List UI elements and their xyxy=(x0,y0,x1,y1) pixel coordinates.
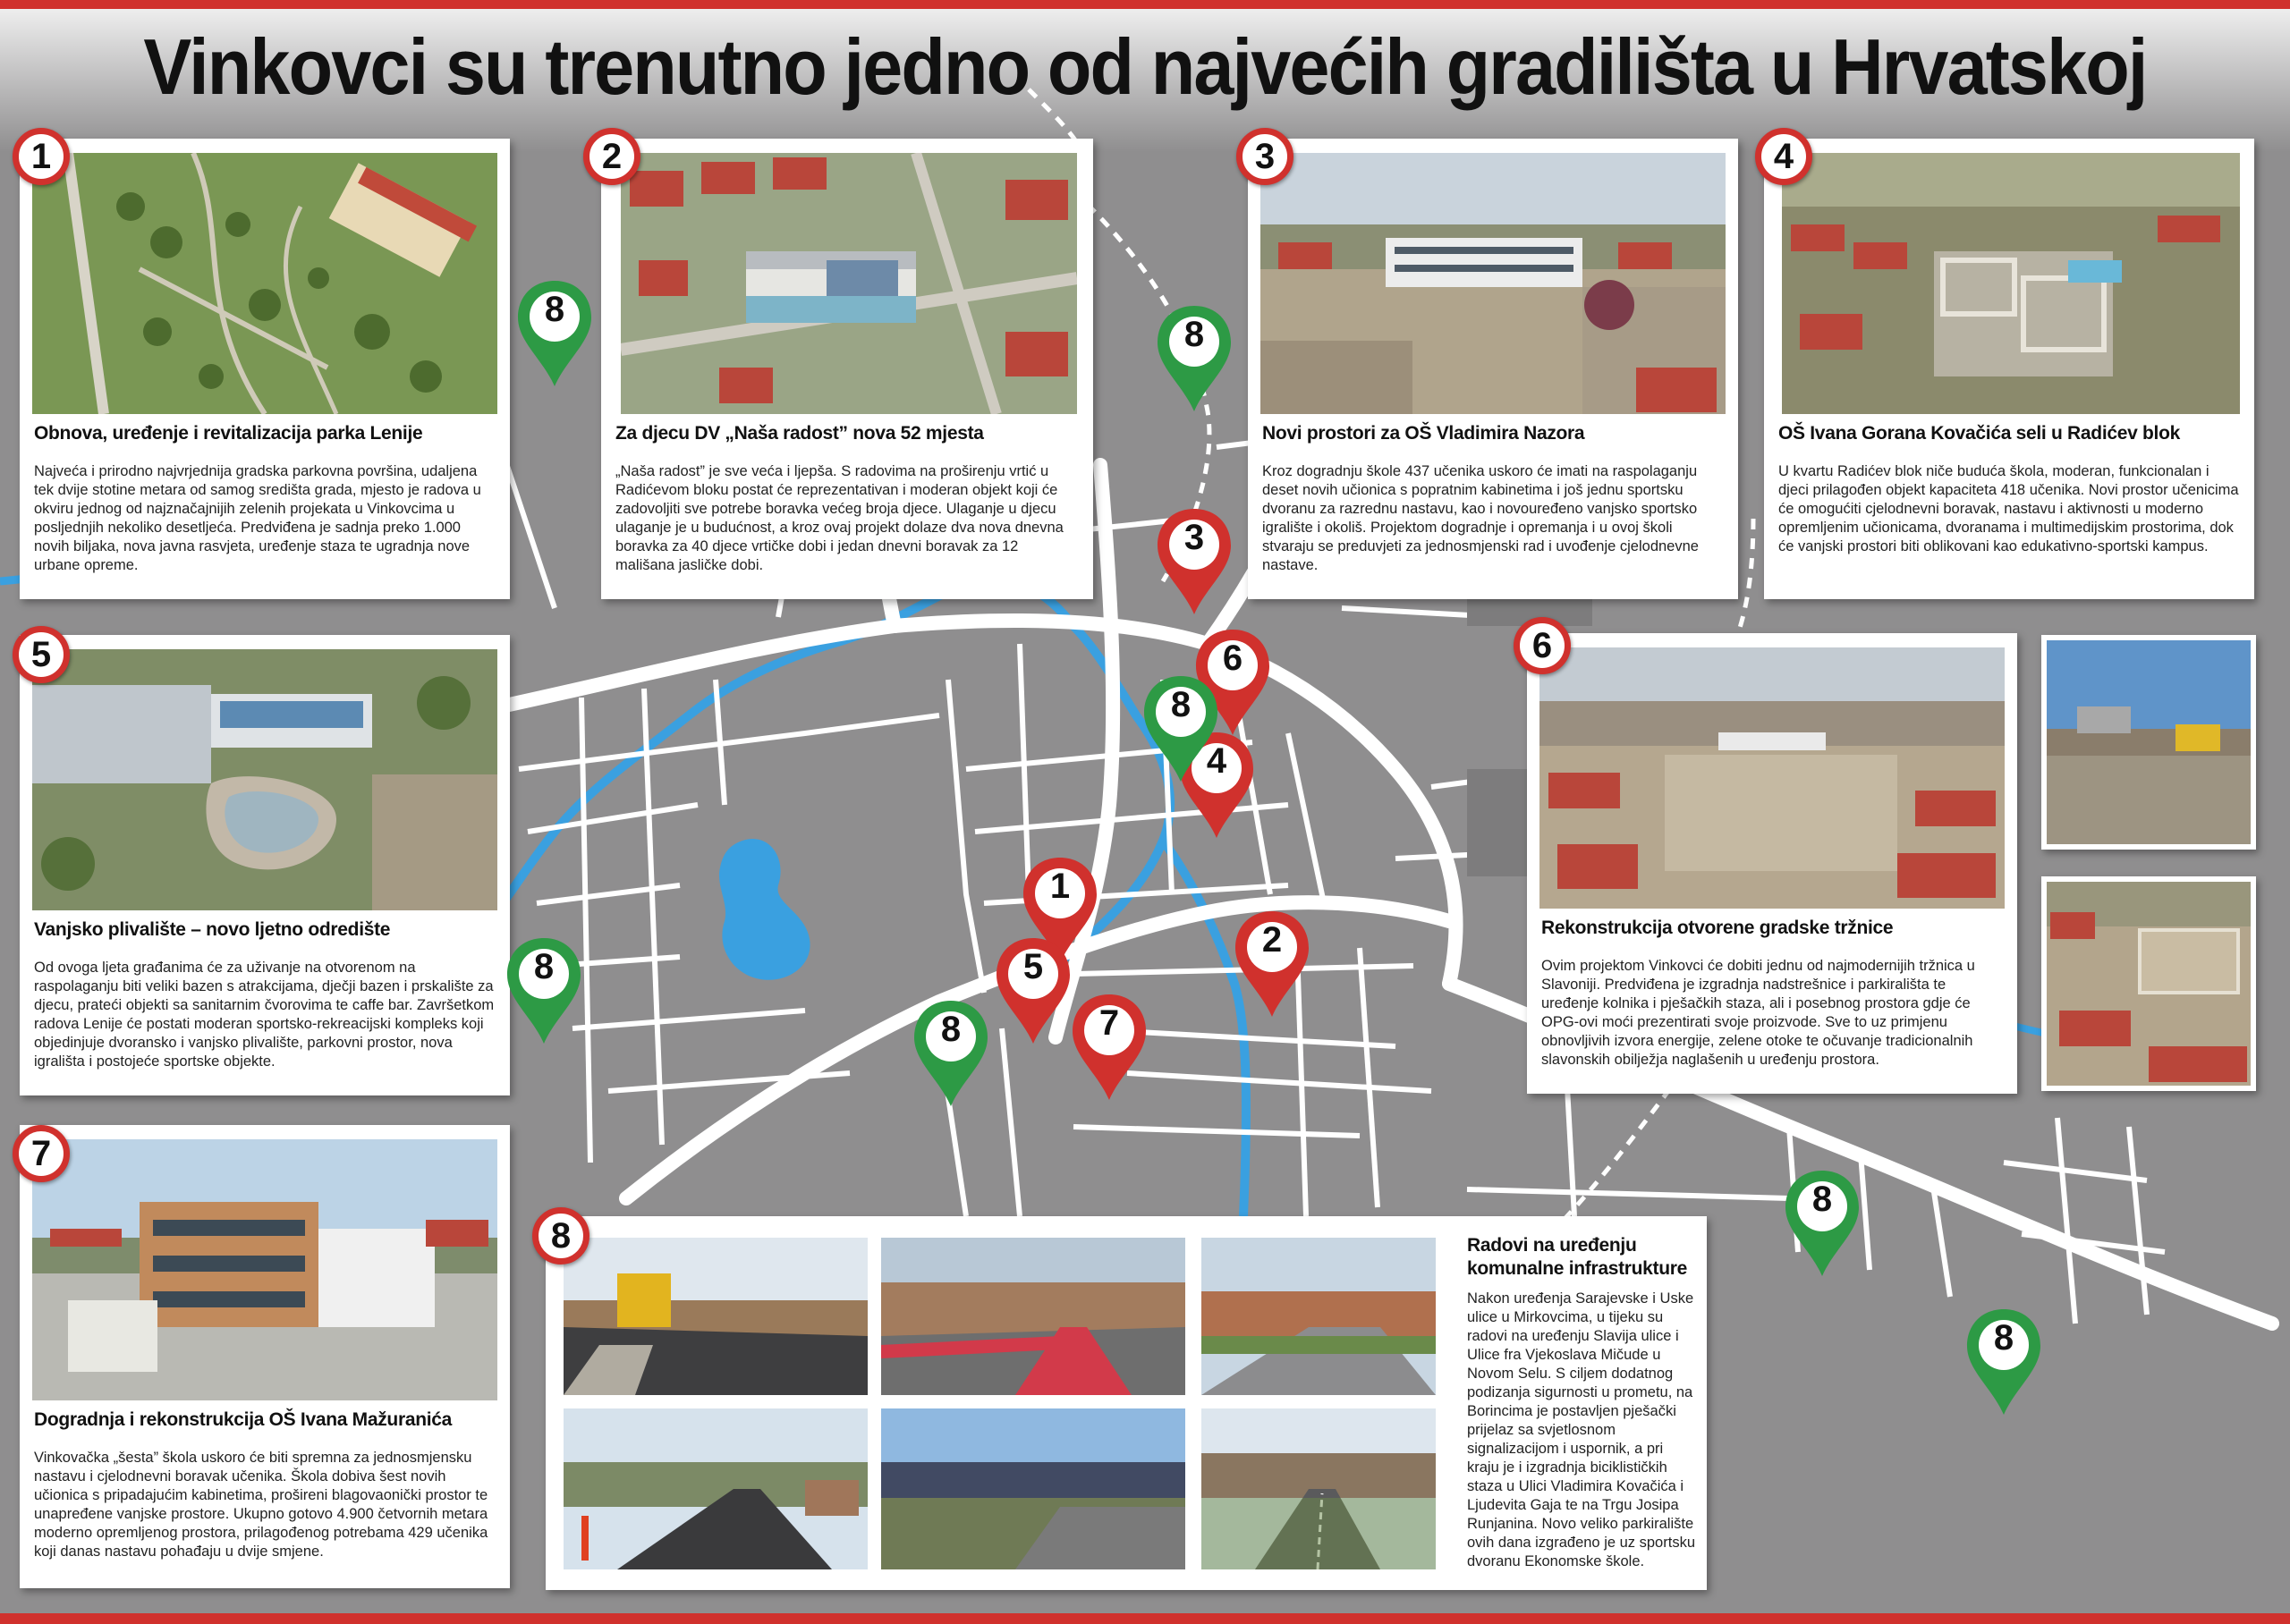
card-5-title: Vanjsko plivalište – novo ljetno odredište xyxy=(34,919,391,940)
map-pin-8-southeast[interactable]: 8 xyxy=(1963,1306,2044,1422)
card-8-text: Nakon uređenja Sarajevske i Uske ulice u Mirkovcima, u tijeku su radovi na uređenju Slavija ulice i Ulice fra Vjekoslava Mičude u Novom Selu. S ciljem dodatnog podizanja sigurnosti u prometu, na Borincima je postavljen pješački prijelaz sa svjetlosnom signalizacijom i uspornik, a pri kraju je i izgradnja biciklističkih staza u Ulici Vladimira Kovačića i Ljudevita Gaja te na Trgu Josipa Runjanina. Novo veliko parkiralište ovih dana izgrađeno je uz sportsku dvoranu Ekonomske škole. xyxy=(1467,1290,1695,1569)
park-lenije-photo xyxy=(32,153,497,414)
map-pin-8-center[interactable]: 8 xyxy=(1141,672,1221,789)
card-5-text: Od ovoga ljeta građanima će za uživanje na otvorenom na raspolaganju biti veliki bazen s atrakcijama, dječji bazen i prskalište za djecu, prateći objekti sa sanitarnim čvorovima te caffe bar. Završetkom radova Lenije će postati moderan sportsko-rekreacijski kompleks koji objedinjuje dvoransko i vanjsko plivalište, parkovni prostor, nova igrališta i postojeće sportske objekte. xyxy=(34,960,495,1070)
project-card-7 xyxy=(20,1125,510,1588)
card-3-text: Kroz dogradnju škole 437 učenika uskoro će imati na raspolaganju deset novih učionica s popratnim kabinetima i još jednu sportsku dvoranu za razrednu nastavu, kao i novouređeno vanjsko sportsko igralište i okoliš. Projektom dogradnje i opremanja i u ovoj školi stvaraju se preduvjeti za jednosmjenski rad i uvođenje cjelodnevne nastave. xyxy=(1262,463,1699,573)
os-ivana-mazuranica-photo xyxy=(32,1139,497,1400)
map-pin-6[interactable]: 6 xyxy=(1192,626,1273,742)
card-6-title: Rekonstrukcija otvorene gradske tržnice xyxy=(1541,918,1894,938)
project-card-3 xyxy=(1248,139,1738,599)
map-pin-8-lenije-north[interactable]: 8 xyxy=(514,277,595,393)
bottom-accent-bar xyxy=(0,1613,2290,1624)
dv-nasa-radost-photo xyxy=(621,153,1077,414)
os-vladimira-nazora-photo xyxy=(1260,153,1726,414)
card-5-number-badge: 5 xyxy=(13,626,70,683)
map-pin-5[interactable]: 5 xyxy=(993,935,1073,1051)
infrastructure-photo-street xyxy=(1201,1238,1436,1395)
card-2-title: Za djecu DV „Naša radost” nova 52 mjesta xyxy=(615,423,984,444)
map-pin-8-west[interactable]: 8 xyxy=(504,935,584,1051)
card-1-text: Najveća i prirodno najvrjednija gradska parkovna površina, udaljena tek dvije stotine metara od samog središta grada, mjesto je radova u okviru jednog od najznačajnijih zelenih projekata u Vinkovcima u posljednjih nekoliko desetljeća. Predviđena je sadnja preko 1.000 novih biljaka, nova javna rasvjeta, uređenje staza te ugradnja nove urbane opreme. xyxy=(34,463,481,573)
card-6-number-badge: 6 xyxy=(1514,617,1571,674)
page-title: Vinkovci su trenutno jedno od najvećih gradilišta u Hrvatskoj xyxy=(143,22,2147,111)
map-pin-8-southwest[interactable]: 8 xyxy=(911,997,991,1113)
gradska-trznica-photo xyxy=(1539,647,2005,909)
trznica-side-photo-2 xyxy=(2041,876,2256,1091)
map-pin-3[interactable]: 3 xyxy=(1154,505,1234,622)
project-card-4 xyxy=(1764,139,2254,599)
project-card-8 xyxy=(546,1216,1707,1590)
card-8-title: Radovi na uređenju komunalne infrastrukture xyxy=(1467,1235,1688,1279)
infrastructure-photo-new-road xyxy=(564,1408,868,1569)
card-2-text: „Naša radost” je sve veća i ljepša. S radovima na proširenju vrtić u Radićevom bloku postat će reprezentativan i moderan objekt koji će zadovoljiti sve potrebe boravka većeg broja djece. Ulaganje u djecu ulaganje je u budućnost, a kroz ovaj projekt dolaze dva nova dnevna boravka za 40 djece vrtičke dobi i jedan dnevni boravak za 12 mališana jasličke dobi. xyxy=(615,463,1064,573)
map-pin-7[interactable]: 7 xyxy=(1069,991,1149,1107)
card-1-number-badge: 1 xyxy=(13,128,70,185)
project-card-6 xyxy=(1527,633,2017,1094)
card-3-number-badge: 3 xyxy=(1236,128,1293,185)
infrastructure-photo-asphalt xyxy=(564,1238,868,1395)
map-pin-8-east[interactable]: 8 xyxy=(1782,1167,1862,1283)
map-pin-8-north[interactable]: 8 xyxy=(1154,302,1234,419)
card-4-title: OŠ Ivana Gorana Kovačića seli u Radićev blok xyxy=(1778,423,2180,444)
project-card-2 xyxy=(601,139,1093,599)
infrastructure-photo-parking xyxy=(881,1408,1185,1569)
vanjsko-plivaliste-photo xyxy=(32,649,497,910)
os-ivana-gorana-kovacica-photo xyxy=(1782,153,2240,414)
card-7-text: Vinkovačka „šesta” škola uskoro će biti spremna za jednosmjensku nastavu i cjelodnevni boravak učenika. Škola dobiva šest novih učionica s pripadajućim kabinetima, prošireni blagovaonički prostor te unapređene vanjske prostore. Ukupno gotovo 4.900 četvornih metara moderno opremljenog prostora, prilagođenog potrebama 429 učenika koji danas nastavu pohađaju u dvije smjene. xyxy=(34,1450,488,1560)
map-pin-1[interactable]: 1 xyxy=(1020,854,1100,970)
infrastructure-photo-bike-lane xyxy=(881,1238,1185,1395)
map-pin-4[interactable]: 4 xyxy=(1176,729,1257,845)
card-6-text: Ovim projektom Vinkovci će dobiti jednu od najmodernijih tržnica u Slavoniji. Predviđena je izgradnja nadstrešnice i parkirališta te uređenje kolnika i pješačkih staza, ali i posebnog prostora gdje će OPG-ovi moći prezentirati svoje proizvode. Sve to uz primjenu obnovljivih izvora energije, zelene otoke te očuvanje tradicionalnih slavonskih obilježja naglašenih u uređenju prostora. xyxy=(1541,958,1975,1068)
trznica-side-photo-1 xyxy=(2041,635,2256,850)
card-4-number-badge: 4 xyxy=(1755,128,1812,185)
project-card-1 xyxy=(20,139,510,599)
map-pin-2[interactable]: 2 xyxy=(1232,908,1312,1024)
card-7-title: Dogradnja i rekonstrukcija OŠ Ivana Mažuranića xyxy=(34,1409,453,1430)
card-8-number-badge: 8 xyxy=(532,1207,589,1265)
card-1-title: Obnova, uređenje i revitalizacija parka Lenije xyxy=(34,423,423,444)
card-7-number-badge: 7 xyxy=(13,1125,70,1182)
card-4-text: U kvartu Radićev blok niče buduća škola, moderan, funkcionalan i djeci prilagođen objekt kapaciteta 418 učenika. Novi prostor učenicima će omogućiti cjelodnevni boravak, nastavu i aktivnosti u moderno opremljenim učionicama, dvoranama i multimedijskim prostorima, dok će vanjski prostori biti oblikovani kao edukativno-sportski kampus. xyxy=(1778,463,2239,554)
infrastructure-photo-bike-path xyxy=(1201,1408,1436,1569)
project-card-5 xyxy=(20,635,510,1095)
card-3-title: Novi prostori za OŠ Vladimira Nazora xyxy=(1262,423,1585,444)
top-accent-bar xyxy=(0,0,2290,9)
card-2-number-badge: 2 xyxy=(583,128,640,185)
